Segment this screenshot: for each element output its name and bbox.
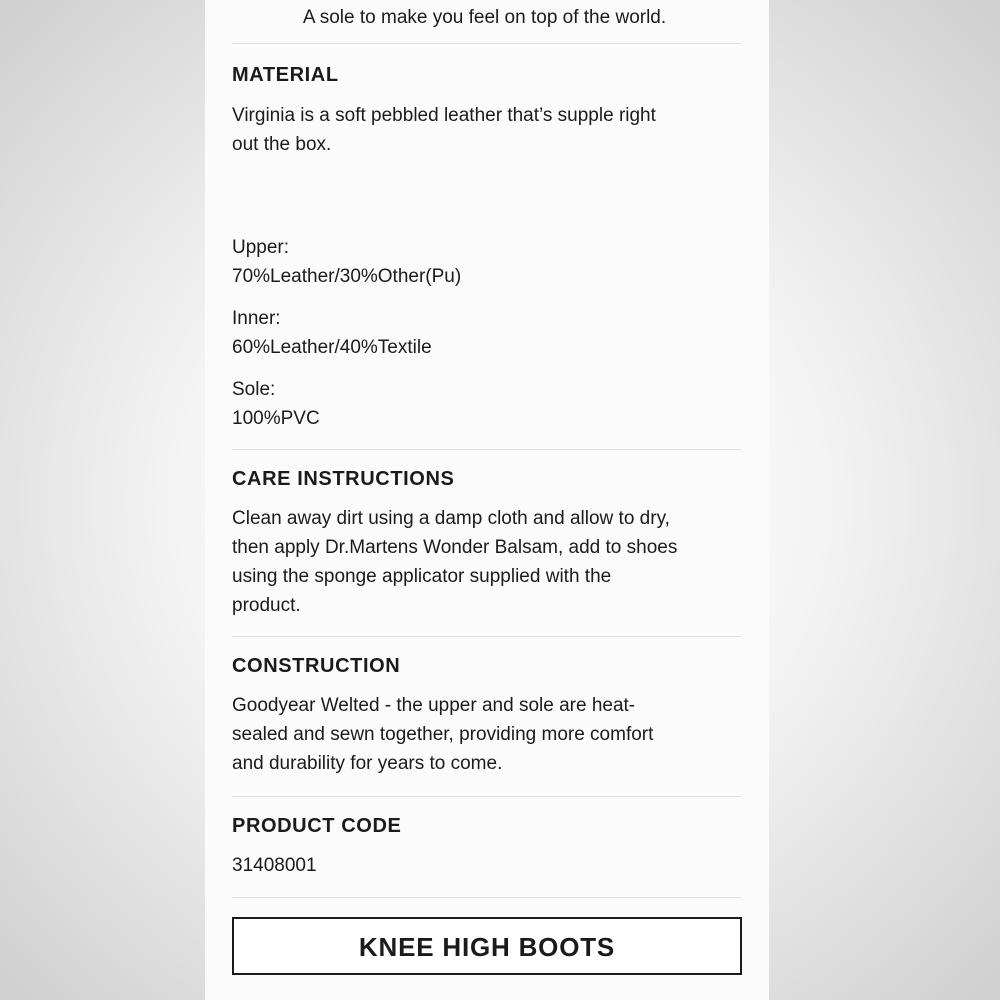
material-heading: MATERIAL: [232, 64, 339, 86]
care-line: product.: [232, 595, 301, 616]
spec-upper: [232, 233, 742, 291]
construction-line: sealed and sewn together, providing more comfort: [232, 724, 654, 745]
construction-section: [232, 637, 742, 796]
material-description-line: Virginia is a soft pebbled leather that’s supple right: [232, 105, 656, 126]
spec-label: Upper:: [232, 237, 290, 258]
spec-label: Inner:: [232, 308, 281, 329]
product-details-panel: [205, 0, 769, 1000]
product-tagline: A sole to make you feel on top of the world.: [302, 7, 667, 28]
product-code-section: [232, 797, 742, 897]
spec-label: Sole:: [232, 379, 276, 400]
spec-value: 60%Leather/40%Textile: [232, 337, 432, 358]
care-line: Clean away dirt using a damp cloth and allow to dry,: [232, 508, 670, 529]
construction-line: and durability for years to come.: [232, 753, 503, 774]
spec-sole: [232, 375, 742, 433]
divider: [232, 897, 742, 898]
construction-heading: CONSTRUCTION: [232, 655, 401, 677]
spec-value: 70%Leather/30%Other(Pu): [232, 266, 462, 287]
product-code-heading: PRODUCT CODE: [232, 815, 402, 837]
spec-inner: [232, 304, 742, 362]
construction-line: Goodyear Welted - the upper and sole are heat-: [232, 695, 636, 716]
material-description-line: out the box.: [232, 134, 332, 155]
spec-value: 100%PVC: [232, 408, 320, 429]
product-code-value: 31408001: [232, 855, 317, 876]
material-section: [232, 44, 742, 449]
care-instructions-section: [232, 450, 742, 636]
care-line: then apply Dr.Martens Wonder Balsam, add to shoes: [232, 537, 678, 558]
care-instructions-heading: CARE INSTRUCTIONS: [232, 468, 455, 490]
knee-high-boots-button[interactable]: KNEE HIGH BOOTS: [232, 917, 742, 975]
care-line: using the sponge applicator supplied with the: [232, 566, 612, 587]
